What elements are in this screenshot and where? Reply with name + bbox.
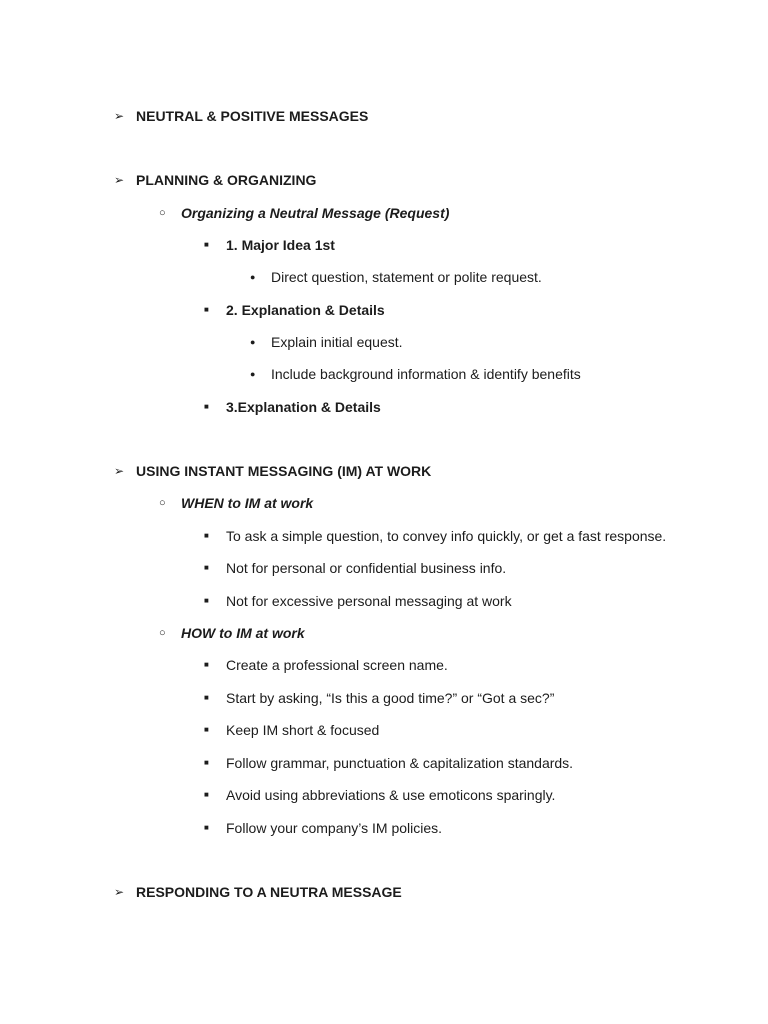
dot-bullet-icon: ●: [250, 272, 256, 282]
list-item: [204, 785, 555, 805]
item-text: Avoid using abbreviations & use emoticons sparingly.: [226, 787, 556, 803]
circle-bullet-icon: ○: [159, 207, 166, 219]
list-item: [204, 397, 381, 417]
list-item: [204, 753, 573, 773]
list-item: [204, 526, 666, 546]
section-title: NEUTRAL & POSITIVE MESSAGES: [136, 108, 369, 124]
list-item: [204, 300, 385, 320]
detail-text: Include background information & identify benefits: [271, 366, 581, 382]
item-text: To ask a simple question, to convey info quickly, or get a fast response.: [226, 528, 667, 544]
square-bullet-icon: ■: [204, 758, 209, 767]
section-title: RESPONDING TO A NEUTRA MESSAGE: [136, 884, 402, 900]
list-item: [204, 235, 335, 255]
list-item: [204, 591, 512, 611]
detail-text: Direct question, statement or polite request.: [271, 269, 542, 285]
item-text: Keep IM short & focused: [226, 722, 380, 738]
subsection-title: HOW to IM at work: [181, 625, 305, 641]
square-bullet-icon: ■: [204, 660, 209, 669]
item-label: 1. Major Idea 1st: [226, 237, 335, 253]
list-item: [204, 655, 448, 675]
list-detail: [250, 267, 542, 287]
subsection-heading: [159, 203, 449, 223]
arrow-bullet-icon: ➢: [114, 109, 125, 123]
item-label: 2. Explanation & Details: [226, 302, 385, 318]
circle-bullet-icon: ○: [159, 497, 166, 509]
arrow-bullet-icon: ➢: [114, 885, 125, 899]
square-bullet-icon: ■: [204, 790, 209, 799]
square-bullet-icon: ■: [204, 596, 209, 605]
list-item: [204, 818, 442, 838]
square-bullet-icon: ■: [204, 240, 209, 249]
subsection-heading: [159, 623, 305, 643]
square-bullet-icon: ■: [204, 725, 209, 734]
square-bullet-icon: ■: [204, 823, 209, 832]
arrow-bullet-icon: ➢: [114, 464, 125, 478]
arrow-bullet-icon: ➢: [114, 173, 125, 187]
square-bullet-icon: ■: [204, 531, 209, 540]
square-bullet-icon: ■: [204, 693, 209, 702]
section-title: USING INSTANT MESSAGING (IM) AT WORK: [136, 463, 432, 479]
section-title: PLANNING & ORGANIZING: [136, 172, 317, 188]
subsection-heading: [159, 493, 313, 513]
item-label: 3.Explanation & Details: [226, 399, 381, 415]
item-text: Create a professional screen name.: [226, 657, 448, 673]
subsection-title: Organizing a Neutral Message (Request): [181, 205, 450, 221]
square-bullet-icon: ■: [204, 563, 209, 572]
item-text: Not for personal or confidential business info.: [226, 560, 507, 576]
dot-bullet-icon: ●: [250, 337, 256, 347]
section-heading: [114, 461, 431, 481]
circle-bullet-icon: ○: [159, 627, 166, 639]
item-text: Start by asking, “Is this a good time?” or “Got a sec?”: [226, 690, 555, 706]
square-bullet-icon: ■: [204, 402, 209, 411]
section-heading: [114, 882, 402, 902]
item-text: Follow grammar, punctuation & capitalization standards.: [226, 755, 574, 771]
list-item: [204, 688, 554, 708]
list-detail: [250, 364, 581, 384]
list-item: [204, 720, 379, 740]
detail-text: Explain initial equest.: [271, 334, 403, 350]
square-bullet-icon: ■: [204, 305, 209, 314]
item-text: Not for excessive personal messaging at work: [226, 593, 512, 609]
section-heading: [114, 106, 368, 126]
section-heading: [114, 170, 316, 190]
list-item: [204, 558, 506, 578]
list-detail: [250, 332, 403, 352]
dot-bullet-icon: ●: [250, 369, 256, 379]
item-text: Follow your company’s IM policies.: [226, 820, 443, 836]
subsection-title: WHEN to IM at work: [181, 495, 314, 511]
